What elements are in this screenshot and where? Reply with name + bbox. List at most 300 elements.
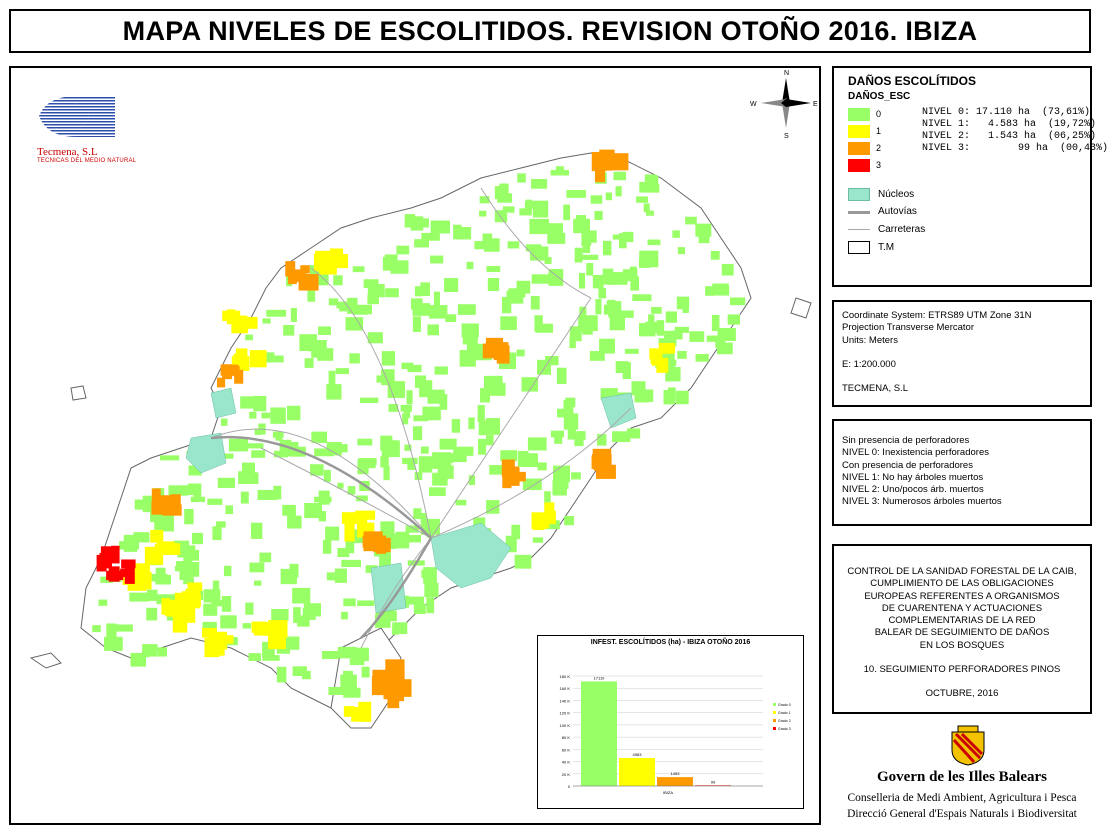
forest-patch	[192, 533, 203, 544]
forest-patch	[405, 214, 415, 227]
damage-patch	[330, 248, 343, 264]
forest-patch	[532, 274, 552, 283]
forest-patch	[413, 426, 422, 440]
forest-patch	[343, 598, 355, 606]
forest-patch	[254, 581, 261, 586]
forest-patch	[588, 230, 597, 242]
forest-patch	[632, 381, 646, 395]
damage-patch	[300, 265, 310, 273]
islet-north	[71, 386, 86, 400]
legend-label-3: 3	[876, 160, 882, 170]
legend-label-1: 1	[876, 126, 882, 136]
chart-data-label: 99	[710, 779, 716, 785]
forest-patch	[419, 456, 432, 472]
damage-patch	[533, 513, 543, 530]
forest-patch	[599, 339, 615, 354]
forest-patch	[305, 358, 314, 368]
levels-line: Con presencia de perforadores	[842, 459, 973, 471]
islet-east	[791, 298, 811, 318]
forest-patch	[639, 323, 655, 336]
forest-patch	[358, 458, 376, 465]
forest-patch	[432, 473, 447, 486]
forest-patch	[462, 323, 479, 337]
chart-ytick-label: 100 K	[559, 722, 570, 728]
chart-data-label: 4583	[632, 751, 642, 757]
legend-swatch-tm	[848, 241, 870, 254]
legend-stat-0: NIVEL 0: 17.110 ha (73,61%)	[922, 107, 1091, 118]
forest-patch	[616, 186, 622, 196]
forest-patch	[251, 523, 262, 539]
damage-patch	[250, 350, 267, 367]
legend-label-autovias: Autovías	[878, 206, 917, 217]
forest-patch	[266, 310, 286, 317]
forest-patch	[392, 622, 407, 634]
chart-legend-label: Grado 1	[778, 711, 791, 715]
forest-patch	[551, 431, 564, 438]
forest-patch	[480, 388, 490, 402]
forest-patch	[615, 310, 634, 317]
forest-patch	[616, 361, 629, 373]
forest-patch	[249, 653, 262, 661]
damage-patch	[344, 524, 354, 542]
forest-patch	[243, 623, 251, 628]
forest-patch	[216, 521, 226, 527]
forest-patch	[668, 387, 676, 401]
forest-patch	[430, 256, 443, 264]
forest-patch	[643, 184, 660, 192]
forest-patch	[487, 266, 501, 272]
forest-patch	[92, 625, 101, 632]
damage-patch	[651, 356, 661, 364]
forest-patch	[357, 305, 372, 314]
forest-patch	[474, 241, 487, 249]
forest-patch	[576, 431, 585, 440]
forest-patch	[308, 340, 327, 351]
legend-stat-2: NIVEL 2: 1.543 ha (06,25%)	[922, 131, 1097, 142]
damage-patch	[344, 706, 355, 717]
forest-patch	[106, 623, 116, 637]
forest-patch	[350, 659, 365, 666]
legend-stat-3: NIVEL 3: 99 ha (00,43%)	[922, 143, 1109, 154]
damage-patch	[221, 365, 239, 376]
forest-patch	[563, 400, 573, 413]
forest-patch	[664, 331, 683, 340]
forest-patch	[603, 241, 612, 255]
forest-patch	[608, 306, 615, 318]
forest-patch	[606, 192, 612, 200]
forest-patch	[537, 360, 551, 375]
forest-patch	[431, 221, 450, 234]
forest-patch	[419, 380, 432, 397]
forest-patch	[677, 351, 686, 359]
forest-patch	[712, 315, 720, 331]
forest-patch	[499, 184, 508, 196]
forest-patch	[414, 239, 429, 247]
forest-patch	[271, 609, 288, 621]
forest-patch	[124, 535, 137, 552]
forest-patch	[314, 497, 332, 503]
forest-patch	[488, 278, 499, 291]
damage-patch	[497, 345, 510, 363]
legend-label-0: 0	[876, 109, 882, 119]
chart-ytick-label: 180 K	[559, 674, 570, 679]
forest-patch	[486, 418, 500, 435]
forest-patch	[468, 417, 474, 429]
damage-patch	[161, 598, 170, 615]
forest-patch	[253, 396, 266, 411]
forest-patch	[382, 440, 400, 457]
forest-patch	[262, 318, 270, 323]
forest-patch	[291, 308, 297, 322]
forest-patch	[349, 353, 359, 363]
forest-patch	[413, 415, 428, 421]
control-line: CUMPLIMIENTO DE LAS OBLIGACIONES	[870, 578, 1054, 590]
levels-text	[842, 435, 1002, 509]
forest-patch	[104, 637, 123, 651]
forest-patch	[155, 575, 171, 585]
damage-patch	[125, 567, 135, 584]
damage-patch	[202, 628, 217, 638]
forest-patch	[563, 205, 570, 221]
levels-line: NIVEL 2: Uno/pocos árb. muertos	[842, 484, 984, 496]
forest-patch	[435, 366, 448, 374]
control-line: EN LOS BOSQUES	[919, 639, 1005, 651]
forest-patch	[259, 553, 271, 563]
forest-patch	[391, 260, 409, 273]
forest-patch	[632, 294, 651, 301]
control-line	[834, 652, 1090, 664]
damage-patch	[299, 274, 319, 291]
chart-data-label: 17110	[593, 675, 605, 681]
forest-patch	[517, 281, 531, 294]
forest-patch	[648, 240, 661, 246]
forest-patch	[302, 671, 311, 679]
forest-patch	[357, 600, 374, 606]
forest-patch	[623, 269, 638, 281]
forest-patch	[304, 503, 322, 518]
forest-patch	[287, 516, 301, 529]
forest-patch	[261, 413, 270, 419]
map-title: MAPA NIVELES DE ESCOLITIDOS. REVISION OTOÑO 2016. IBIZA	[122, 15, 978, 46]
government-name: Govern de les Illes Balears	[877, 769, 1047, 785]
chart-bar	[619, 758, 655, 786]
forest-patch	[557, 368, 567, 384]
chart-ytick-label: 160 K	[559, 686, 570, 692]
chart-category-label: IBIZA	[662, 790, 674, 795]
tecmena-logo	[37, 94, 157, 174]
forest-patch	[327, 442, 342, 455]
forest-patch	[191, 497, 205, 502]
svg-text:W: W	[750, 101, 757, 108]
forest-patch	[566, 190, 586, 198]
forest-patch	[376, 375, 382, 382]
legend-swatch-2	[848, 142, 870, 155]
forest-patch	[453, 225, 461, 240]
forest-patch	[380, 456, 388, 467]
forest-patch	[413, 508, 421, 519]
forest-patch	[229, 439, 248, 452]
forest-patch	[515, 555, 532, 569]
damage-patch	[109, 566, 120, 581]
forest-patch	[326, 384, 341, 399]
chart-ytick-label: 120 K	[559, 710, 570, 716]
forest-patch	[413, 303, 431, 316]
levels-line: NIVEL 3: Numerosos árboles muertos	[842, 496, 1002, 508]
control-line: COMPLEMENTARIAS DE LA RED	[888, 615, 1036, 627]
forest-patch	[586, 263, 593, 275]
control-line: 10. SEGUIMIENTO PERFORADORES PINOS	[863, 664, 1061, 676]
forest-patch	[341, 612, 348, 620]
forest-patch	[722, 264, 734, 276]
legend-title: DAÑOS ESCOLÍTIDOS	[848, 74, 977, 88]
forest-patch	[554, 437, 562, 444]
damage-patch	[170, 600, 186, 617]
forest-patch	[426, 597, 434, 613]
damage-patch	[610, 153, 628, 170]
forest-patch	[406, 535, 421, 542]
damage-patch	[546, 511, 555, 524]
forest-patch	[212, 526, 221, 540]
forest-patch	[486, 435, 494, 445]
chart-ytick-label: 60 K	[561, 747, 570, 753]
forest-patch	[707, 336, 719, 342]
forest-patch	[460, 350, 476, 367]
forest-patch	[678, 247, 685, 254]
damage-patch	[601, 162, 613, 171]
forest-patch	[318, 326, 331, 335]
forest-patch	[478, 439, 486, 455]
forest-patch	[353, 266, 365, 272]
forest-patch	[325, 527, 339, 541]
forest-patch	[696, 354, 709, 362]
map-frame[interactable]	[9, 66, 821, 825]
forest-patch	[583, 244, 590, 253]
forest-patch	[453, 448, 466, 462]
forest-patch	[429, 487, 446, 496]
forest-patch	[324, 470, 331, 482]
forest-patch	[425, 585, 435, 594]
control-line	[834, 676, 1090, 688]
title-box	[9, 9, 1091, 53]
forest-patch	[401, 363, 413, 369]
control-line: BALEAR DE SEGUIMIENTO DE DAÑOS	[874, 627, 1050, 639]
forest-patch	[322, 651, 338, 659]
control-box	[832, 544, 1092, 714]
forest-patch	[388, 381, 405, 398]
forest-patch	[685, 217, 697, 225]
forest-patch	[730, 297, 745, 305]
forest-patch	[420, 282, 430, 296]
legend-swatch-3	[848, 159, 870, 172]
control-line: CONTROL DE LA SANIDAD FORESTAL DE LA CAIB,	[847, 566, 1077, 577]
forest-patch	[135, 500, 153, 510]
forest-patch	[240, 472, 259, 484]
chart-legend-swatch	[773, 711, 776, 714]
svg-text:E: E	[813, 101, 818, 108]
forest-patch	[245, 603, 253, 615]
forest-patch	[533, 537, 543, 542]
legend-swatch-nucleos	[848, 188, 870, 201]
forest-patch	[666, 311, 677, 322]
forest-patch	[273, 432, 284, 438]
forest-patch	[452, 419, 460, 433]
chart-legend-label: Grado 0	[778, 703, 791, 707]
forest-patch	[603, 269, 614, 285]
forest-patch	[224, 566, 231, 576]
forest-patch	[225, 505, 233, 514]
forest-patch	[142, 644, 157, 656]
forest-patch	[458, 304, 476, 315]
damage-patch	[363, 536, 375, 548]
forest-patch	[221, 419, 228, 426]
forest-patch	[328, 687, 348, 695]
damage-patch	[162, 504, 181, 515]
forest-patch	[146, 608, 157, 621]
forest-patch	[251, 450, 265, 458]
forest-patch	[456, 500, 467, 506]
damage-patch	[288, 273, 297, 284]
forest-patch	[479, 211, 486, 217]
damage-patch	[160, 543, 180, 555]
forest-patch	[536, 324, 553, 333]
forest-patch	[593, 275, 604, 288]
forest-patch	[343, 671, 353, 687]
forest-patch	[129, 593, 149, 602]
forest-patch	[341, 560, 361, 567]
forest-patch	[421, 570, 434, 578]
forest-patch	[672, 230, 680, 237]
forest-patch	[467, 262, 474, 269]
forest-patch	[407, 390, 413, 404]
control-line: OCTUBRE, 2016	[925, 688, 999, 700]
forest-patch	[382, 351, 395, 365]
legend-box	[832, 66, 1109, 287]
forest-patch	[529, 440, 544, 448]
forest-patch	[413, 316, 421, 332]
forest-patch	[346, 317, 364, 330]
forest-patch	[207, 499, 222, 505]
government-line2: Direcció General d'Espais Naturals i Biodiversitat	[847, 808, 1077, 820]
forest-patch	[357, 439, 372, 446]
damage-patch	[315, 251, 330, 260]
forest-patch	[364, 279, 379, 288]
forest-patch	[433, 395, 441, 401]
chart-legend-swatch	[773, 703, 776, 706]
forest-patch	[401, 405, 412, 412]
forest-patch	[245, 335, 253, 341]
chart-svg	[538, 646, 801, 801]
forest-patch	[241, 492, 249, 504]
damage-patch	[385, 659, 404, 677]
forest-patch	[383, 466, 389, 480]
forest-patch	[338, 647, 356, 659]
forest-patch	[160, 455, 179, 460]
forest-patch	[561, 475, 568, 489]
forest-patch	[551, 170, 569, 176]
levels-line: NIVEL 1: No hay árboles muertos	[842, 471, 984, 483]
tecmena-company: Tecmena, S.L	[37, 146, 98, 158]
forest-patch	[478, 405, 485, 422]
forest-patch	[529, 219, 549, 234]
damage-patch	[152, 488, 161, 501]
coords-line: TECMENA, S.L	[842, 383, 908, 395]
coords-box	[832, 300, 1092, 407]
government-logo	[832, 722, 1092, 827]
forest-patch	[147, 590, 158, 601]
damage-patch	[592, 456, 601, 469]
legend-label-tm: T.M	[878, 242, 895, 253]
chart-data-label: 1453	[670, 771, 680, 777]
coords-line: Coordinate System: ETRS89 UTM Zone 31N	[842, 310, 1032, 321]
damage-patch	[222, 311, 240, 321]
forest-patch	[644, 203, 650, 212]
svg-text:N: N	[784, 70, 790, 77]
chart-ytick-label: 0	[567, 784, 570, 789]
forest-patch	[158, 647, 167, 656]
control-line: EUROPEAS REFERENTES A ORGANISMOS	[864, 590, 1060, 602]
damage-patch	[395, 679, 411, 697]
legend-swatch-1	[848, 125, 870, 138]
legend-label-carreteras: Carreteras	[878, 224, 926, 235]
legend-line-carreteras	[848, 229, 870, 230]
forest-patch	[273, 355, 283, 362]
forest-patch	[257, 490, 277, 500]
forest-patch	[336, 368, 349, 374]
forest-patch	[479, 421, 487, 436]
forest-patch	[396, 246, 409, 255]
forest-patch	[676, 391, 689, 404]
forest-patch	[290, 564, 299, 578]
forest-patch	[414, 604, 426, 614]
forest-patch	[362, 667, 370, 678]
damage-patch	[502, 460, 515, 477]
forest-patch	[651, 307, 662, 314]
north-arrow	[750, 70, 818, 140]
forest-patch	[595, 299, 601, 314]
forest-patch	[169, 485, 188, 495]
control-line: DE CUARENTENA Y ACTUACIONES	[881, 602, 1043, 614]
forest-patch	[282, 505, 296, 516]
forest-patch	[591, 195, 603, 203]
forest-patch	[360, 398, 378, 403]
chart-legend-label: Grado 2	[778, 719, 791, 723]
forest-patch	[516, 350, 524, 357]
forest-patch	[367, 295, 379, 304]
levels-line: NIVEL 0: Inexistencia perforadores	[842, 447, 989, 459]
forest-patch	[508, 241, 520, 248]
forest-patch	[622, 232, 633, 242]
forest-patch	[220, 615, 236, 628]
coords-line	[842, 371, 1032, 383]
forest-patch	[304, 603, 321, 616]
forest-patch	[568, 425, 576, 439]
forest-patch	[287, 406, 300, 421]
chart-ytick-label: 140 K	[559, 698, 570, 704]
forest-patch	[598, 288, 606, 298]
forest-patch	[547, 223, 563, 234]
forest-patch	[613, 172, 626, 181]
forest-patch	[531, 179, 547, 189]
damage-patch	[218, 635, 234, 644]
forest-patch	[422, 218, 429, 227]
legend-label-2: 2	[876, 143, 882, 153]
forest-patch	[547, 233, 565, 244]
forest-patch	[184, 509, 193, 524]
forest-patch	[537, 462, 546, 470]
damage-patch	[217, 378, 225, 388]
forest-patch	[677, 297, 689, 310]
svg-text:S: S	[784, 133, 789, 140]
